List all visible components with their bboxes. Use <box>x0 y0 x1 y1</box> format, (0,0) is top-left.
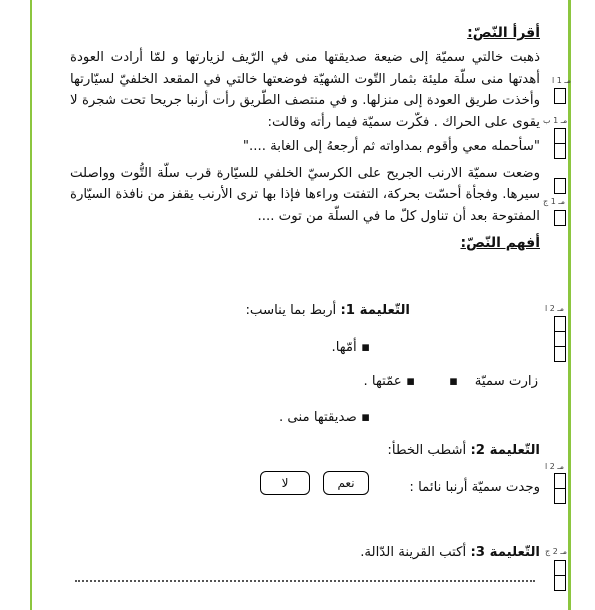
margin-label-1a: مـ 1 ا <box>552 76 572 85</box>
grade-checkbox-2b-1[interactable] <box>554 473 566 489</box>
grade-checkbox-2b-2[interactable] <box>554 488 566 504</box>
instruction-3-text: أكتب القرينة الدّالة. <box>360 545 471 560</box>
grade-checkbox-1c-2[interactable] <box>554 210 566 226</box>
match-option-3[interactable]: ▪ صديقتها منى . <box>278 410 370 425</box>
grade-checkbox-1b-2[interactable] <box>554 143 566 159</box>
grade-checkbox-2a-1[interactable] <box>554 316 566 332</box>
margin-label-1b: مـ 1 ب <box>543 116 568 125</box>
margin-label-2c: مـ 2 ج <box>545 547 567 556</box>
instruction-2 <box>387 443 540 458</box>
worksheet-body <box>70 25 540 257</box>
instruction-1-text: أربط بما يناسب: <box>245 303 341 318</box>
reading-paragraph-1: ذهبت خالتي سميّة إلى ضيعة صديقتها منى في الرّيف لزيارتها و لمّا أرادت العودة أهدتها منى سلّة مليئة بثمار التّوت الشهيّة فوضعتها خالتي في المقعد الخلفيّ لسيّارتها وأخذت طريق العودة إلى منزلها. و في منتصف الطّريق رأت أرنبا جريحا تحت شجرة لا يقوى على الحراك . فكّرت سميّة فيما رأته وقالت: <box>70 50 540 130</box>
margin-label-1c: مـ 1 ج <box>543 197 565 206</box>
margin-label-2a: مـ 2 ا <box>545 304 565 313</box>
margin-line <box>568 0 571 610</box>
instruction-3-label: التّعليمة 3: <box>470 545 540 560</box>
grade-checkbox-2a-2[interactable] <box>554 331 566 347</box>
match-option-1[interactable]: ▪ أمّها. <box>331 340 370 355</box>
instruction-3 <box>360 545 540 560</box>
reading-paragraph-2: وضعت سميّة الارنب الجريح على الكرسيّ الخلفي للسيّارة قرب سلّة التُّوت وواصلت سيرها. وفجأة أحسّت بحركة، التفتت وراءها فإذا بها ترى الأرنب يقفز من نافذة السيّارة المفتوحة بعد أن تناول كلّ ما في السلّة من توت .... <box>70 165 540 224</box>
match-option-3-label: صديقتها منى . <box>278 410 357 425</box>
match-option-1-label: أمّها. <box>331 340 357 355</box>
margin-label-2b: مـ 2 ا <box>545 462 565 471</box>
grade-checkbox-2c-2[interactable] <box>554 575 566 591</box>
yes-button[interactable]: نعم <box>323 471 369 495</box>
instruction-1-label: التّعليمة 1: <box>340 303 410 318</box>
instruction-2-text: أشطب الخطأ: <box>387 443 471 458</box>
grade-checkbox-2c-1[interactable] <box>554 560 566 576</box>
instruction-2-label: التّعليمة 2: <box>470 443 540 458</box>
match-left-item[interactable]: زارت سميّة ▪ <box>448 374 538 389</box>
reading-heading: أقرأ النّصّ: <box>467 25 540 41</box>
instruction-1 <box>245 303 410 318</box>
grade-checkbox-1b-1[interactable] <box>554 128 566 144</box>
grade-checkbox-1a-1[interactable] <box>554 88 566 104</box>
match-option-2[interactable]: ▪ عمّتها . <box>363 374 415 389</box>
grade-checkbox-1c-1[interactable] <box>554 178 566 194</box>
grade-checkbox-2a-3[interactable] <box>554 346 566 362</box>
statement: وجدت سميّة أرنبا نائما : <box>409 480 540 495</box>
comprehension-heading: أفهم النّصّ: <box>460 235 540 251</box>
answer-line[interactable] <box>75 580 535 582</box>
match-left-label: زارت سميّة <box>474 374 538 389</box>
match-option-2-label: عمّتها . <box>363 374 402 389</box>
reading-quote: "سأحمله معي وأقوم بمداواته ثم أرجعهُ إلى الغابة ...." <box>242 139 540 154</box>
no-button[interactable]: لا <box>260 471 310 495</box>
